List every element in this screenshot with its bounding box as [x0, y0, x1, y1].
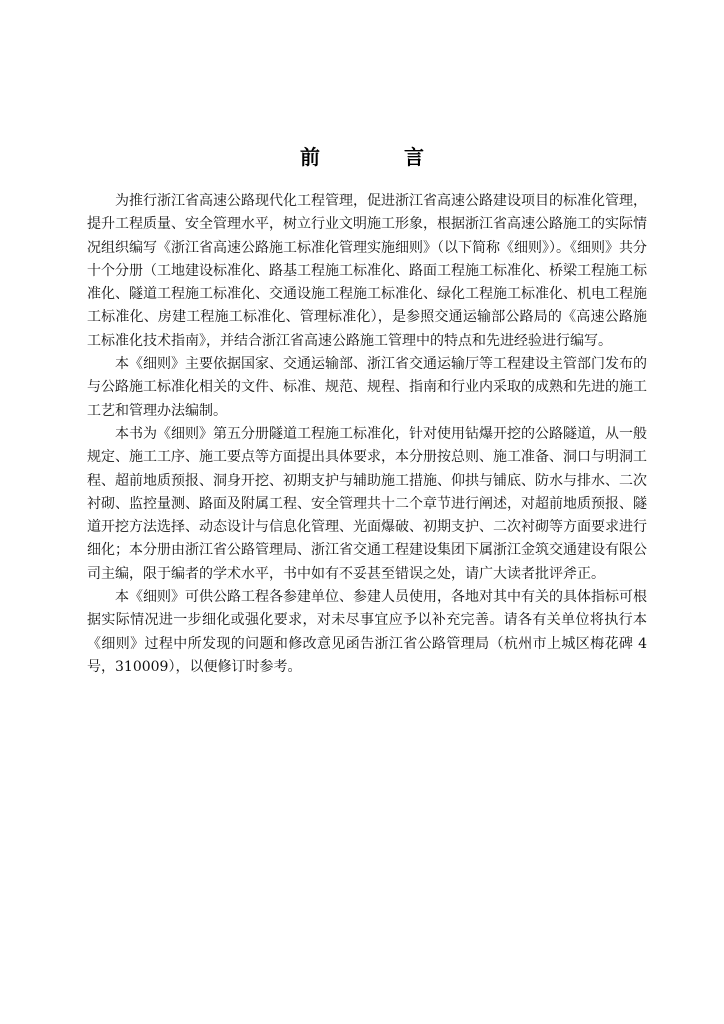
paragraph-4: 本《细则》可供公路工程各参建单位、参建人员使用，各地对其中有关的具体指标可根据实际情况进一步细化或强化要求，对未尽事宜应予以补充完善。请各有关单位将执行本《细则》过程中所发现的问题和修改意见函告浙江省公路管理局（杭州市上城区梅花碑 4 号，310009），以便修订时参考。 — [87, 589, 647, 675]
page-title: 前 言 — [300, 145, 456, 169]
paragraph-1: 为推行浙江省高速公路现代化工程管理，促进浙江省高速公路建设项目的标准化管理，提升工程质量、安全管理水平，树立行业文明施工形象，根据浙江省高速公路施工的实际情况组织编写《浙江省高速公路施工标准化管理实施细则》（以下简称《细则》）。《细则》共分十个分册（工地建设标准化、路基工程施工标准化、路面工程施工标准化、桥梁工程施工标准化、隧道工程施工标准化、交通设施工程施工标准化、绿化工程施工标准化、机电工程施工标准化、房建工程施工标准化、管理标准化），是参照交通运输部公路局的《高速公路施工标准化技术指南》，并结合浙江省高速公路施工管理中的特点和先进经验进行编写。 — [87, 193, 647, 349]
paragraph-3: 本书为《细则》第五分册隧道工程施工标准化，针对使用钻爆开挖的公路隧道，从一般规定、施工工序、施工要点等方面提出具体要求，本分册按总则、施工准备、洞口与明洞工程、超前地质预报、洞身开挖、初期支护与辅助施工措施、仰拱与铺底、防水与排水、二次衬砌、监控量测、路面及附属工程、安全管理共十二个章节进行阐述，对超前地质预报、隧道开挖方法选择、动态设计与信息化管理、光面爆破、初期支护、二次衬砌等方面要求进行细化；本分册由浙江省公路管理局、浙江省交通工程建设集团下属浙江金筑交通建设有限公司主编，限于编者的学术水平，书中如有不妥甚至错误之处，请广大读者批评斧正。 — [87, 425, 647, 582]
paragraph-2: 本《细则》主要依据国家、交通运输部、浙江省交通运输厅等工程建设主管部门发布的与公路施工标准化相关的文件、标准、规范、规程、指南和行业内采取的成熟和先进的施工工艺和管理办法编制。 — [87, 356, 647, 419]
preface-body — [87, 190, 647, 679]
